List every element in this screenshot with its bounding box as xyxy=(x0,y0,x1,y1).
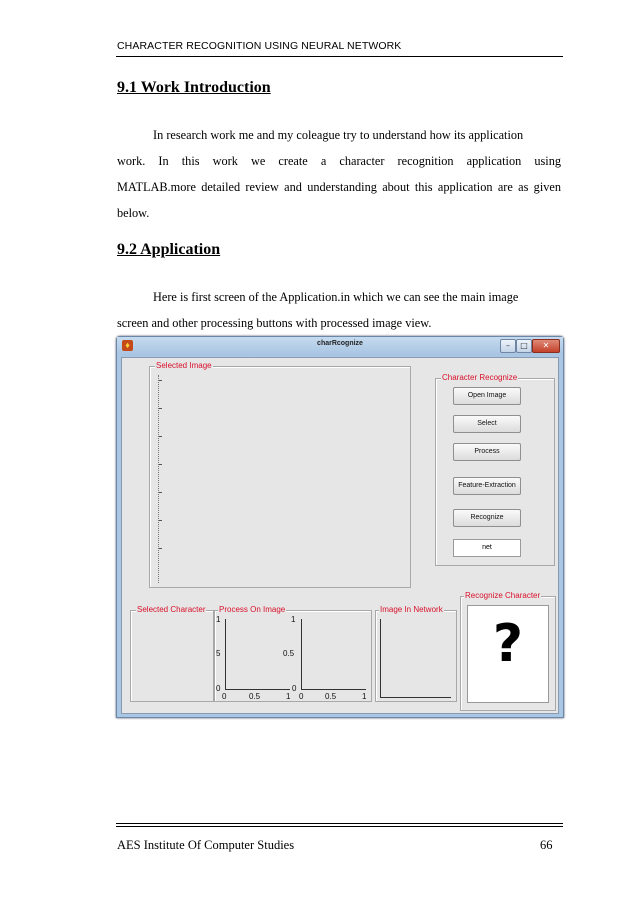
image-in-network-panel xyxy=(375,605,457,702)
paragraph-line: Here is first screen of the Application.in which we can see the main image xyxy=(153,290,519,304)
window-client-area xyxy=(121,357,559,714)
select-button[interactable]: Select xyxy=(453,415,521,433)
page-number: 66 xyxy=(540,838,553,852)
matlab-icon: ♦ xyxy=(122,340,133,351)
application-paragraph xyxy=(117,284,561,336)
paragraph-line: screen and other processing buttons with processed image view. xyxy=(117,316,432,330)
paragraph-line: work. In this work we create a character recognition application using xyxy=(117,154,561,168)
x-tick-label: 0 xyxy=(222,692,227,701)
axis-tick xyxy=(159,520,162,521)
x-tick-label: 1 xyxy=(362,692,367,701)
open-image-button[interactable]: Open Image xyxy=(453,387,521,405)
selected-image-axes xyxy=(158,375,407,583)
y-tick-label: 0.5 xyxy=(283,649,295,658)
section-heading-application: 9.2 Application xyxy=(117,241,221,258)
process-button[interactable]: Process xyxy=(453,443,521,461)
window-titlebar xyxy=(117,337,563,355)
process-on-image-title: Process On Image xyxy=(219,605,286,614)
x-tick-label: 0.5 xyxy=(249,692,261,701)
header-rule xyxy=(116,56,563,57)
close-icon[interactable]: ✕ xyxy=(532,339,560,353)
y-tick-label: 0 xyxy=(292,684,297,693)
x-tick-label: 1 xyxy=(286,692,291,701)
image-in-network-title: Image In Network xyxy=(380,605,443,614)
window-title: charRcognize xyxy=(317,340,363,347)
process-on-image-panel xyxy=(214,605,372,702)
recognize-button[interactable]: Recognize xyxy=(453,509,521,527)
paragraph-line: below. xyxy=(117,206,150,220)
axis-tick xyxy=(159,492,162,493)
minimize-icon[interactable]: – xyxy=(500,339,516,353)
axis-tick xyxy=(159,436,162,437)
selected-image-title: Selected Image xyxy=(156,361,212,370)
app-window xyxy=(116,336,564,718)
process-plot-2 xyxy=(301,619,366,690)
character-recognize-title: Character Recognize xyxy=(442,373,518,382)
maximize-icon[interactable]: □ xyxy=(516,339,532,353)
feature-extraction-button[interactable]: Feature-Extraction xyxy=(453,477,521,495)
recognize-character-title: Recognize Character xyxy=(465,591,541,600)
paragraph-line: MATLAB.more detailed review and understanding about this application are as given xyxy=(117,180,561,194)
y-tick-label: 1 xyxy=(216,615,221,624)
x-tick-label: 0.5 xyxy=(325,692,337,701)
selected-image-panel xyxy=(149,361,411,588)
footer-institute: AES Institute Of Computer Studies xyxy=(117,838,295,852)
x-tick-label: 0 xyxy=(299,692,304,701)
selected-character-title: Selected Character xyxy=(137,605,206,614)
selected-character-panel xyxy=(130,605,214,702)
section-heading-work-introduction: 9.1 Work Introduction xyxy=(117,79,271,96)
axis-tick xyxy=(159,408,162,409)
net-field[interactable]: net xyxy=(453,539,521,557)
footer-rule xyxy=(116,826,563,827)
footer-rule xyxy=(116,823,563,824)
question-mark-glyph: ? xyxy=(492,614,524,674)
y-tick-label: 1 xyxy=(291,615,296,624)
recognize-character-panel xyxy=(460,591,556,711)
y-tick-label: 0 xyxy=(216,684,221,693)
work-introduction-paragraph xyxy=(117,122,561,226)
network-plot xyxy=(380,619,451,698)
process-plot-1 xyxy=(225,619,290,690)
running-header: CHARACTER RECOGNITION USING NEURAL NETWORK xyxy=(117,40,402,52)
axis-tick xyxy=(159,548,162,549)
axis-tick xyxy=(159,464,162,465)
paragraph-line: In research work me and my coleague try to understand how its application xyxy=(153,128,524,142)
character-recognize-panel xyxy=(435,373,555,566)
y-tick-label: 5 xyxy=(216,649,221,658)
recognized-character-display xyxy=(467,605,549,703)
axis-tick xyxy=(159,380,162,381)
